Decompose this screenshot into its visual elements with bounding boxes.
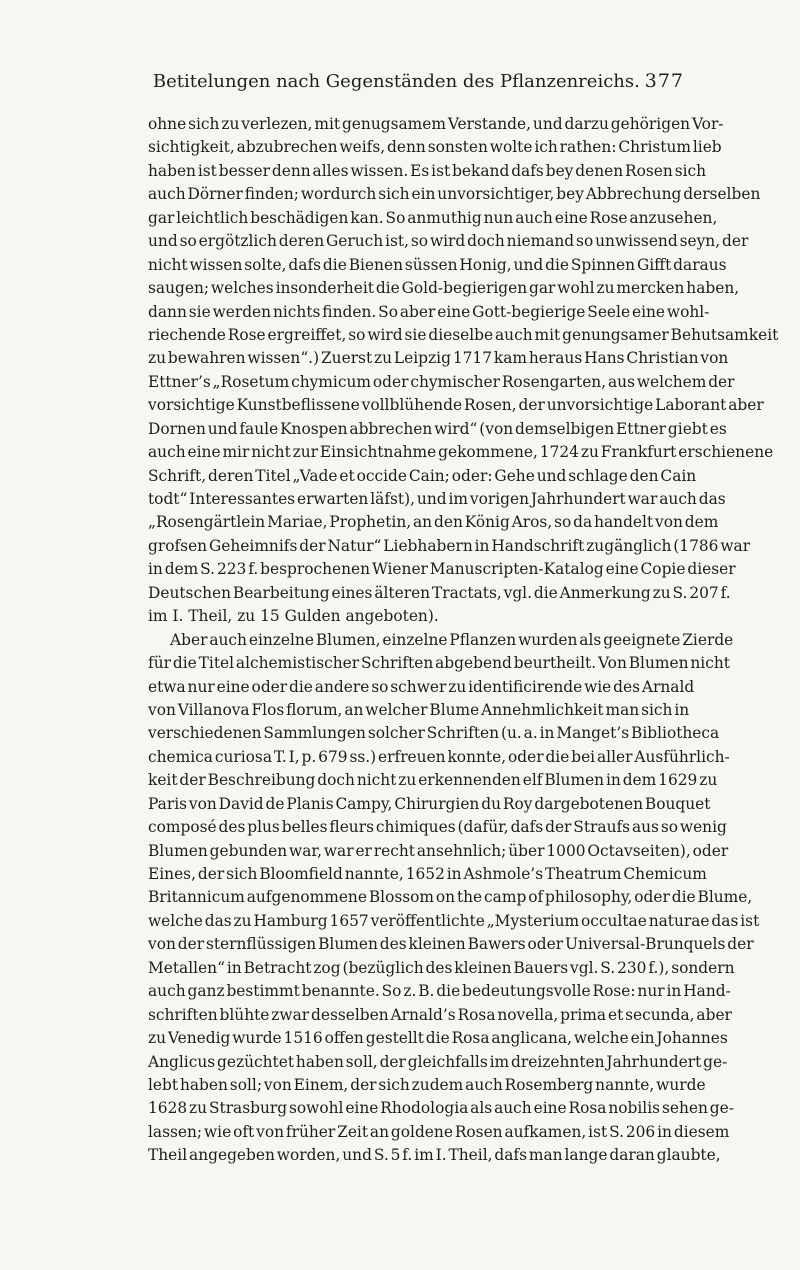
text-line: für die Titel alchemistischer Schriften abgebend beurtheilt. Von Blumen nicht [148,654,730,673]
text-line: lebt haben soll; von Einem, der sich zudem auch Rosemberg nannte, wurde [148,1075,706,1094]
page-title: Betitelungen nach Gegenständen des Pflanzenreichs. [152,71,640,92]
text-line: Theil angegeben worden, und S. 5 f. im I. Theil, dafs man lange daran glaubte, [148,1146,721,1165]
text-line: Blumen gebunden war, war er recht ansehnlich; über 1000 Octavseiten), oder [148,841,729,860]
text-line: Anglicus gezüchtet haben soll, der gleichfalls im dreizehnten Jahrhundert ge- [148,1052,728,1071]
text-line: nicht wissen solte, dafs die Bienen süssen Honig, und die Spinnen Gifft daraus [148,255,727,274]
text-line: saugen; welches insonderheit die Gold-begierigen gar wohl zu mercken haben, [148,279,740,298]
text-line: dann sie werden nichts finden. So aber eine Gott-begierige Seele eine wohl- [148,302,710,321]
text-line: „Rosengärtlein Mariae, Prophetin, an den König Aros, so da handelt von dem [148,513,719,532]
running-header [148,70,684,92]
text-line: composé des plus belles fleurs chimiques (dafür, dafs der Straufs aus so wenig [148,818,727,837]
text-line: auch Dörner finden; wordurch sich ein unvorsichtiger, bey Abbrechung derselben [148,185,761,204]
text-line: zu Venedig wurde 1516 offen gestellt die Rosa anglicana, welche ein Johannes [148,1029,728,1048]
text-line: Metallen“ in Betracht zog (bezüglich des kleinen Bauers vgl. S. 230 f.), sondern [148,958,735,977]
text-line: grofsen Geheimnifs der Natur“ Liebhabern in Handschrift zugänglich (1786 war [148,536,751,555]
text-line: 1628 zu Strasburg sowohl eine Rhodologia als auch eine Rosa nobilis sehen ge- [148,1099,734,1118]
text-line: von der sternflüssigen Blumen des kleinen Bawers oder Universal-Brunquels der [148,935,754,954]
text-line: welche das zu Hamburg 1657 veröffentlichte „Mysterium occultae naturae das ist [148,911,760,930]
text-line: haben ist besser denn alles wissen. Es ist bekand dafs bey denen Rosen sich [148,161,707,180]
text-line: vorsichtige Kunstbeflissene vollblühende Rosen, der unvorsichtige Laborant aber [148,396,764,415]
text-line: lassen; wie oft von früher Zeit an goldene Rosen aufkamen, ist S. 206 in diesem [148,1122,730,1141]
body-text [148,113,779,1168]
text-line: in dem S. 223 f. besprochenen Wiener Manuscripten-Katalog eine Copie dieser [148,560,736,579]
text-line: Aber auch einzelne Blumen, einzelne Pflanzen wurden als geeignete Zierde [170,630,734,649]
text-line: schriften blühte zwar desselben Arnald’s Rosa novella, prima et secunda, aber [148,1005,732,1024]
text-line: sichtigkeit, abzubrechen weifs, denn sonsten wolte ich rathen: Christum lieb [148,138,722,157]
text-line: ohne sich zu verlezen, mit genugsamem Verstande, und darzu gehörigen Vor- [148,115,724,133]
text-line: etwa nur eine oder die andere so schwer zu identificirende wie des Arnald [148,677,695,696]
text-line: chemica curiosa T. I, p. 679 ss.) erfreuen konnte, oder die bei aller Ausführlich- [148,747,730,766]
text-line: auch eine mir nicht zur Einsichtnahme gekommene, 1724 zu Frankfurt erschienene [148,443,774,462]
text-line: und so ergötzlich deren Geruch ist, so wird doch niemand so unwissend seyn, der [148,232,749,251]
text-line: verschiedenen Sammlungen solcher Schriften (u. a. in Manget’s Bibliotheca [148,724,720,743]
text-line: Dornen und faule Knospen abbrechen wird“ (von demselbigen Ettner giebt es [148,419,727,438]
text-line: Eines, der sich Bloomfield nannte, 1652 in Ashmole’s Theatrum Chemicum [148,865,707,883]
text-line: Paris von David de Planis Campy, Chirurgien du Roy dargebotenen Bouquet [148,794,711,813]
text-line: von Villanova Flos florum, an welcher Blume Annehmlichkeit man sich in [148,700,690,719]
text-line: riechende Rose ergreiffet, so wird sie dieselbe auch mit genungsamer Behutsamkeit [148,325,779,344]
text-line: zu bewahren wissen“.) Zuerst zu Leipzig 1717 kam heraus Hans Christian von [148,349,729,368]
text-line: Ettner’s „Rosetum chymicum oder chymischer Rosengarten, aus welchem der [148,372,735,391]
text-line: auch ganz bestimmt benannte. So z. B. die bedeutungsvolle Rose: nur in Hand- [148,982,731,1001]
page-number: 377 [644,70,684,92]
text-line: gar leichtlich beschädigen kan. So anmuthig nun auch eine Rose anzusehen, [148,208,718,227]
text-line: Schrift, deren Titel „Vade et occide Cain; oder: Gehe und schlage den Cain [148,466,697,485]
text-line: im I. Theil, zu 15 Gulden angeboten). [148,607,439,626]
text-line: Britannicum aufgenommene Blossom on the camp of philosophy, oder die Blume, [148,888,753,907]
text-line: todt“ Interessantes erwarten läfst), und im vorigen Jahrhundert war auch das [148,490,726,508]
text-line: keit der Beschreibung doch nicht zu erkennenden elf Blumen in dem 1629 zu [148,771,718,790]
text-line: Deutschen Bearbeitung eines älteren Tractats, vgl. die Anmerkung zu S. 207 f. [148,583,731,602]
